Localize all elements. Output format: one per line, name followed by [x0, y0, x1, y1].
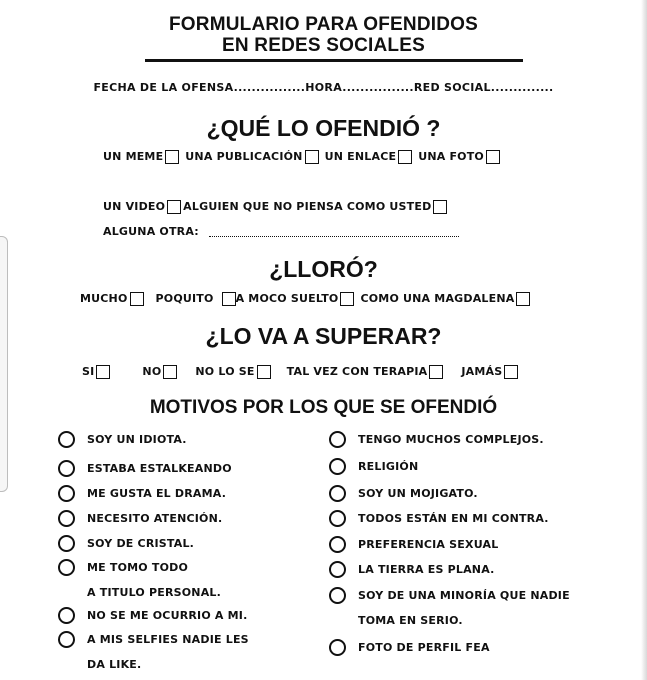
reason-label: RELIGIÓN [358, 460, 419, 473]
option-como-una-magdalena[interactable] [360, 291, 536, 307]
reason-label: LA TIERRA ES PLANA. [358, 563, 495, 576]
reason-label: PREFERENCIA SEXUAL [358, 538, 499, 551]
option-label: JAMÁS [461, 365, 503, 378]
checkbox[interactable] [340, 292, 354, 306]
radio-button[interactable] [329, 510, 346, 527]
reason-option[interactable] [58, 456, 232, 481]
checkbox[interactable] [165, 150, 179, 164]
option-label: UN MEME [103, 150, 164, 163]
option-label: ALGUIEN QUE NO PIENSA COMO USTED [183, 200, 432, 213]
checkbox[interactable] [163, 365, 177, 379]
option-una-publicacion[interactable] [185, 149, 324, 165]
reason-text [87, 603, 247, 628]
option-mucho[interactable] [80, 291, 156, 307]
reason-option[interactable] [58, 555, 221, 605]
radio-button[interactable] [58, 535, 75, 552]
checkbox[interactable] [486, 150, 500, 164]
reason-option[interactable] [329, 583, 570, 633]
reason-option[interactable] [58, 427, 187, 452]
checkbox[interactable] [257, 365, 271, 379]
radio-button[interactable] [58, 431, 75, 448]
radio-button[interactable] [58, 607, 75, 624]
option-label: POQUITO [155, 292, 214, 305]
checkbox[interactable] [504, 365, 518, 379]
reason-label: SOY UN IDIOTA. [87, 433, 187, 446]
radio-button[interactable] [58, 510, 75, 527]
radio-button[interactable] [329, 431, 346, 448]
option-una-foto[interactable] [418, 149, 506, 165]
reason-option[interactable] [329, 635, 490, 660]
reason-option[interactable] [58, 531, 194, 556]
option-label: NO LO SE [195, 365, 255, 378]
reason-option[interactable] [329, 532, 498, 557]
reason-text [87, 506, 222, 531]
reason-text [87, 427, 187, 452]
reason-label: ME TOMO TODO [87, 561, 189, 574]
form-title-line2: EN REDES SOCIALES [222, 35, 425, 56]
hora-label: HORA [305, 81, 343, 94]
option-tal-vez-con-terapia[interactable] [287, 364, 450, 380]
option-poquito[interactable] [156, 291, 236, 307]
checkbox[interactable] [398, 150, 412, 164]
option-label: NO [142, 365, 162, 378]
option-label: MUCHO [80, 292, 128, 305]
reason-label: NECESITO ATENCIÓN. [87, 512, 223, 525]
option-un-meme[interactable] [103, 149, 185, 165]
option-a-moco-suelto[interactable] [236, 291, 361, 307]
option-jamas[interactable] [461, 364, 524, 380]
checkbox[interactable] [130, 292, 144, 306]
reason-option[interactable] [329, 427, 544, 452]
reason-text [87, 531, 194, 556]
radio-button[interactable] [58, 485, 75, 502]
option-alguien-que-no-piensa[interactable] [183, 199, 453, 215]
reason-option[interactable] [329, 506, 549, 531]
question-lo-va-a-superar: ¿LO VA A SUPERAR? [205, 323, 442, 349]
radio-button[interactable] [329, 458, 346, 475]
checkbox[interactable] [516, 292, 530, 306]
checkbox[interactable] [305, 150, 319, 164]
radio-button[interactable] [329, 639, 346, 656]
radio-button[interactable] [329, 536, 346, 553]
reason-text [358, 557, 495, 582]
form-title-line1: FORMULARIO PARA OFENDIDOS [169, 14, 478, 35]
reason-option[interactable] [58, 627, 249, 677]
option-un-enlace[interactable] [325, 149, 419, 165]
radio-button[interactable] [58, 631, 75, 648]
reason-text [358, 506, 549, 531]
other-blank-line[interactable] [209, 227, 459, 237]
reason-label: NO SE ME OCURRIO A MI. [87, 609, 248, 622]
other-label: ALGUNA OTRA: [103, 225, 199, 238]
red-social-blank[interactable]: .............. [490, 81, 554, 94]
reason-option[interactable] [58, 603, 247, 628]
reason-label: FOTO DE PERFIL FEA [358, 641, 490, 654]
radio-button[interactable] [329, 587, 346, 604]
reason-option[interactable] [329, 481, 478, 506]
reason-text [358, 454, 418, 479]
offense-meta-line [0, 81, 647, 94]
reason-text [358, 635, 490, 660]
reason-text [358, 427, 544, 452]
reason-label: SOY DE CRISTAL. [87, 537, 195, 550]
q1-options-row2 [103, 199, 453, 215]
option-no[interactable] [142, 364, 183, 380]
option-si[interactable] [82, 364, 116, 380]
radio-button[interactable] [329, 561, 346, 578]
reason-option[interactable] [329, 454, 418, 479]
option-label: TAL VEZ CON TERAPIA [286, 365, 428, 378]
question-lloro: ¿LLORÓ? [269, 256, 378, 282]
reason-label: TOMA EN SERIO. [358, 614, 463, 627]
reason-text [87, 456, 232, 481]
q3-options-row [82, 364, 524, 380]
fecha-label: FECHA DE LA OFENSA [93, 81, 234, 94]
reason-label: A MIS SELFIES NADIE LES [87, 633, 249, 646]
reason-label: SOY UN MOJIGATO. [358, 487, 478, 500]
checkbox[interactable] [167, 200, 181, 214]
checkbox[interactable] [433, 200, 447, 214]
reasons-heading: MOTIVOS POR LOS QUE SE OFENDIÓ [149, 397, 498, 418]
option-un-video[interactable] [103, 199, 183, 215]
reason-label: ME GUSTA EL DRAMA. [87, 487, 227, 500]
question-que-lo-ofendio: ¿QUÉ LO OFENDIÓ ? [206, 115, 441, 141]
reason-option[interactable] [58, 481, 226, 506]
radio-button[interactable] [329, 485, 346, 502]
reason-text [87, 555, 221, 605]
red-social-label: RED SOCIAL [413, 81, 491, 94]
option-label: UNA FOTO [418, 150, 484, 163]
option-label: SI [82, 365, 95, 378]
option-label: UN ENLACE [324, 150, 397, 163]
reason-text [358, 481, 478, 506]
reason-label: ESTABA ESTALKEANDO [87, 462, 232, 475]
q1-options-row1 [103, 149, 506, 165]
radio-button[interactable] [58, 559, 75, 576]
option-label: UN VIDEO [103, 200, 166, 213]
option-label: UNA PUBLICACIÓN [185, 150, 303, 163]
reason-text [358, 583, 570, 633]
option-label: COMO UNA MAGDALENA [360, 292, 515, 305]
reason-label: SOY DE UNA MINORÍA QUE NADIE [358, 589, 570, 602]
checkbox[interactable] [429, 365, 443, 379]
reason-label: TODOS ESTÁN EN MI CONTRA. [358, 512, 549, 525]
fecha-blank[interactable]: ................ [233, 81, 306, 94]
reason-text [358, 532, 498, 557]
option-label: A MOCO SUELTO [235, 292, 339, 305]
checkbox[interactable] [222, 292, 236, 306]
reason-label: TENGO MUCHOS COMPLEJOS. [358, 433, 544, 446]
radio-button[interactable] [58, 460, 75, 477]
option-no-lo-se[interactable] [195, 364, 276, 380]
reason-label: DA LIKE. [87, 658, 142, 671]
title-underline [145, 59, 523, 62]
reason-text [87, 627, 249, 677]
reason-option[interactable] [58, 506, 222, 531]
q1-other-row [103, 224, 459, 240]
hora-blank[interactable]: ................ [342, 81, 414, 94]
reason-label: A TITULO PERSONAL. [87, 586, 221, 599]
reason-text [87, 481, 226, 506]
q2-options-row [80, 291, 536, 307]
checkbox[interactable] [96, 365, 110, 379]
reason-option[interactable] [329, 557, 495, 582]
